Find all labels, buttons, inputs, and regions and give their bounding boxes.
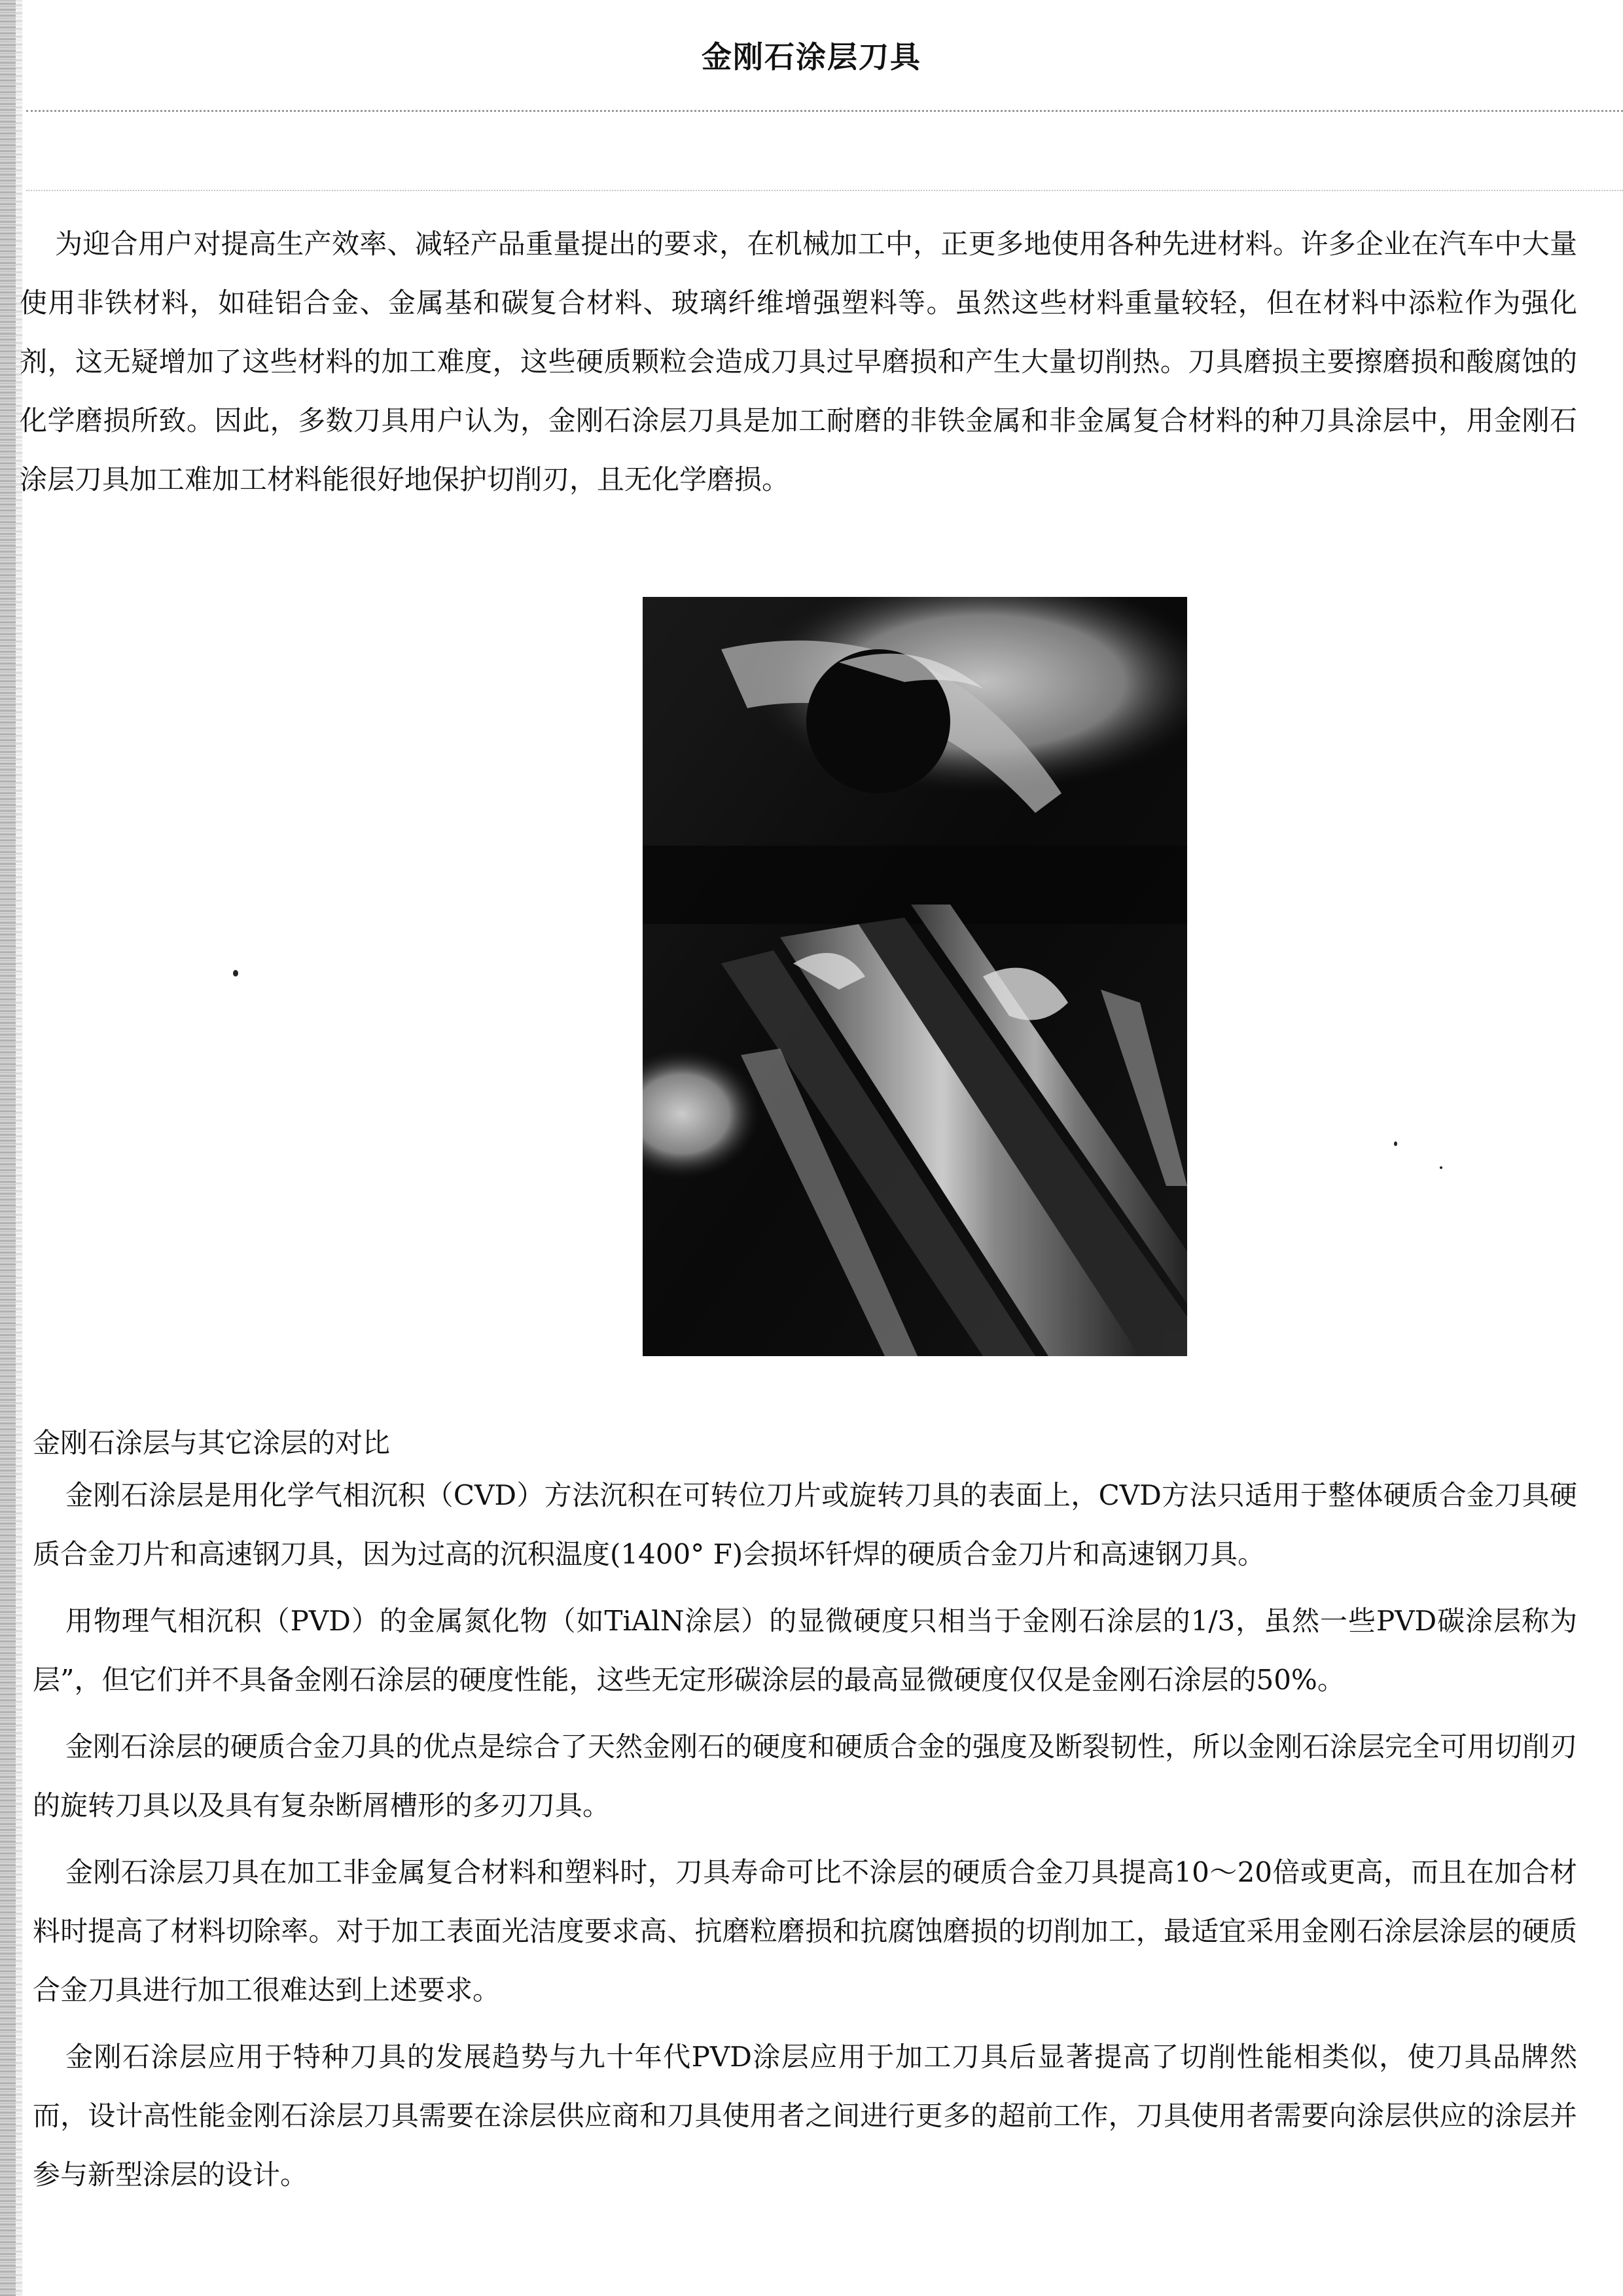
section-heading: 金刚石涂层与其它涂层的对比	[33, 1427, 391, 1459]
scan-speck	[233, 970, 238, 977]
article-body	[33, 1466, 1577, 2212]
paragraph-pvd: 用物理气相沉积（PVD）的金属氮化物（如TiAlN涂层）的显微硬度只相当于金刚石涂层的1/3，虽然一些PVD碳涂层称为层”，但它们并不具备金刚石涂层的硬度性能，这些无定形碳涂层的最高显微硬度仅仅是金刚石涂层的50%。	[33, 1605, 1577, 1696]
scan-binding-edge	[0, 0, 16, 2296]
page-title: 金刚石涂层刀具	[702, 39, 921, 75]
intro-paragraph: 为迎合用户对提高生产效率、减轻产品重量提出的要求，在机械加工中，正更多地使用各种先进材料。许多企业在汽车中大量使用非铁材料，如硅铝合金、金属基和碳复合材料、玻璃纤维增强塑料等。虽然这些材料重量较轻，但在材料中添粒作为强化剂，这无疑增加了这些材料的加工难度，这些硬质颗粒会造成刀具过早磨损和产生大量切削热。刀具磨损主要擦磨损和酸腐蚀的化学磨损所致。因此，多数刀具用户认为，金刚石涂层刀具是加工耐磨的非铁金属和非金属复合材料的种刀具涂层中，用金刚石涂层刀具加工难加工材料能很好地保护切削刃，且无化学磨损。	[20, 228, 1577, 495]
paragraph-advantages: 金刚石涂层的硬质合金刀具的优点是综合了天然金刚石的硬度和硬质合金的强度及断裂韧性，所以金刚石涂层完全可用切削刃的旋转刀具以及具有复杂断屑槽形的多刃刀具。	[33, 1731, 1578, 1821]
paragraph-cvd: 金刚石涂层是用化学气相沉积（CVD）方法沉积在可转位刀片或旋转刀具的表面上，CVD方法只适用于整体硬质合金刀具硬质合金刀片和高速钢刀具，因为过高的沉积温度(1400° F)会损坏钎焊的硬质合金刀片和高速钢刀具。	[33, 1479, 1577, 1570]
header-dotted-rule	[26, 110, 1623, 112]
diamond-coated-tool-photo	[643, 597, 1187, 1356]
paragraph-trend: 金刚石涂层应用于特种刀具的发展趋势与九十年代PVD涂层应用于加工刀具后显著提高了切削性能相类似，使刀具品牌然而，设计高性能金刚石涂层刀具需要在涂层供应商和刀具使用者之间进行更多的超前工作，刀具使用者需要向涂层供应的涂层并参与新型涂层的设计。	[33, 2041, 1577, 2191]
tool-photo-graphic	[643, 597, 1187, 1356]
scan-speck	[1394, 1141, 1397, 1146]
paragraph-tool-life: 金刚石涂层刀具在加工非金属复合材料和塑料时，刀具寿命可比不涂层的硬质合金刀具提高10～20倍或更高，而且在加合材料时提高了材料切除率。对于加工表面光洁度要求高、抗磨粒磨损和抗腐蚀磨损的切削加工，最适宜采用金刚石涂层涂层的硬质合金刀具进行加工很难达到上述要求。	[33, 1856, 1577, 2006]
scan-speck	[1440, 1166, 1442, 1169]
header-dotted-rule-lower	[26, 190, 1623, 191]
